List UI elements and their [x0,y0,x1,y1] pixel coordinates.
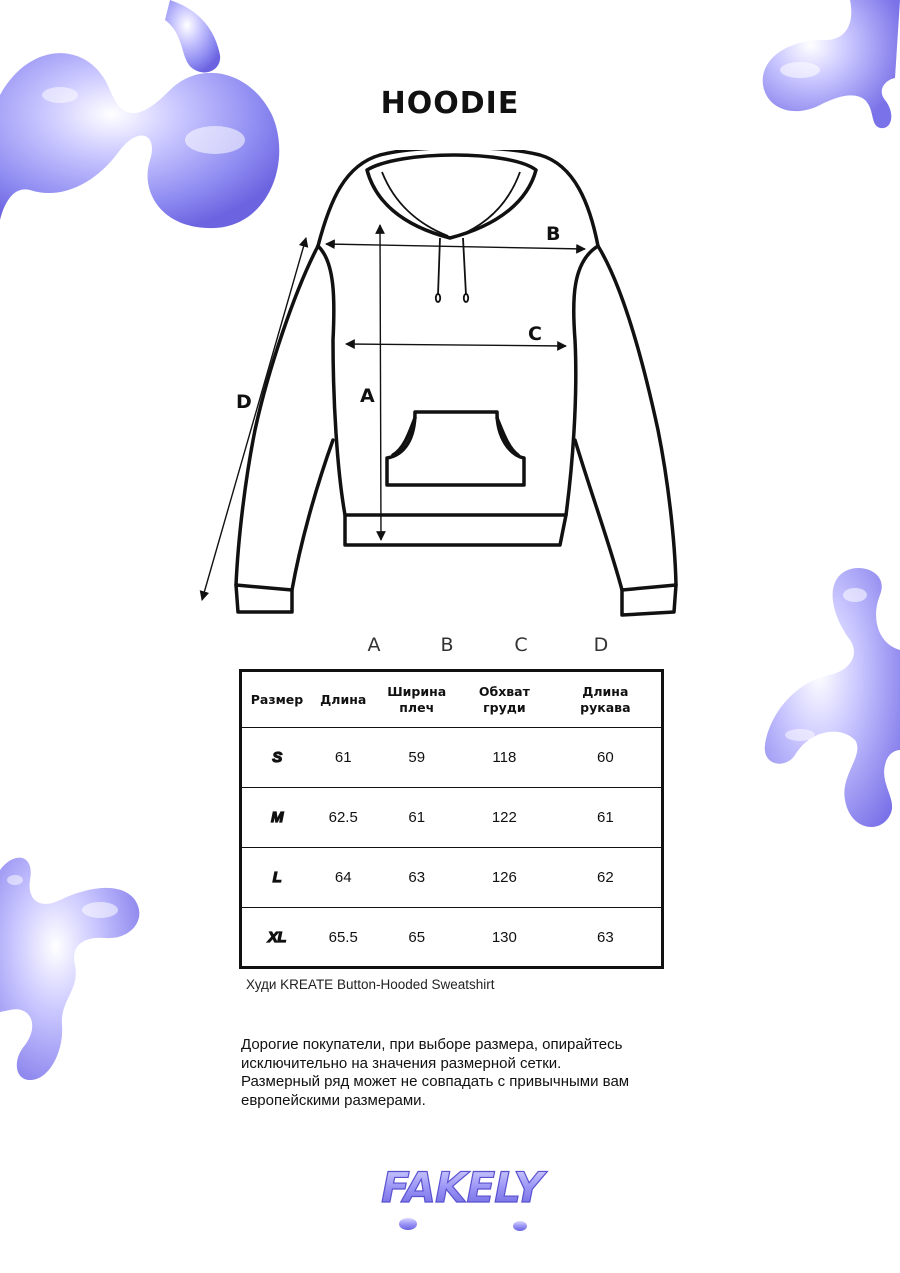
length-cell: 61 [334,749,352,766]
size-cell: S [272,749,282,766]
brand-wordmark: FAKELY [381,1163,543,1212]
header-size: Размер [250,691,304,707]
shoulder-cell: 61 [408,809,426,826]
hoodie-diagram [195,150,705,630]
note-line: европейскими размерами. [241,1091,426,1109]
header-length: Длина [320,691,367,707]
table-row [241,908,663,968]
note-line: исключительно на значения размерной сетки. [241,1054,562,1072]
header-sleeve-length: Длина рукава [580,683,631,715]
measure-arrow-d [202,238,306,600]
shoulder-cell: 59 [408,749,426,766]
decorative-liquid-blob [0,850,145,1100]
sleeve-cell: 61 [596,809,614,826]
size-cell: M [271,809,283,826]
column-letter-c: C [514,634,528,656]
table-row [241,788,663,848]
measure-arrow-a [380,225,381,540]
length-cell: 65.5 [328,928,358,946]
sleeve-cell: 63 [596,928,614,946]
chest-cell: 122 [491,809,517,826]
label-a: A [360,385,375,407]
table-row [241,848,663,908]
shoulder-cell: 63 [408,869,426,886]
note-line: Дорогие покупатели, при выборе размера, опирайтесь [241,1036,623,1053]
length-cell: 64 [334,869,352,886]
chest-cell: 130 [491,928,517,946]
product-caption: Худи KREATE Button-Hooded Sweatshirt [246,977,495,992]
decorative-liquid-blob [760,560,900,845]
brand-logo [370,1142,555,1237]
header-chest: Обхват груди [478,683,530,715]
hoodie-outline [236,150,676,615]
column-letters [0,634,900,660]
table-header-row [241,671,663,728]
note-line: Размерный ряд может не совпадать с привычными вам [241,1073,630,1090]
chest-cell: 118 [492,749,517,766]
header-shoulder-width: Ширина плеч [387,683,447,715]
shoulder-cell: 65 [408,928,426,946]
sleeve-cell: 62 [596,869,614,886]
page-title: HOODIE [380,86,520,121]
size-cell: L [272,869,282,886]
column-letter-d: D [593,634,609,656]
length-cell: 62.5 [328,809,358,826]
column-letter-b: B [440,634,454,656]
chest-cell: 126 [491,869,517,886]
label-b: B [546,223,561,245]
label-d: D [236,391,252,413]
size-cell: XL [267,928,287,946]
label-c: C [528,323,542,345]
size-note [241,1036,681,1110]
sleeve-cell: 60 [596,749,614,766]
size-table [239,669,664,969]
column-letter-a: A [367,634,381,656]
table-row [241,728,663,788]
